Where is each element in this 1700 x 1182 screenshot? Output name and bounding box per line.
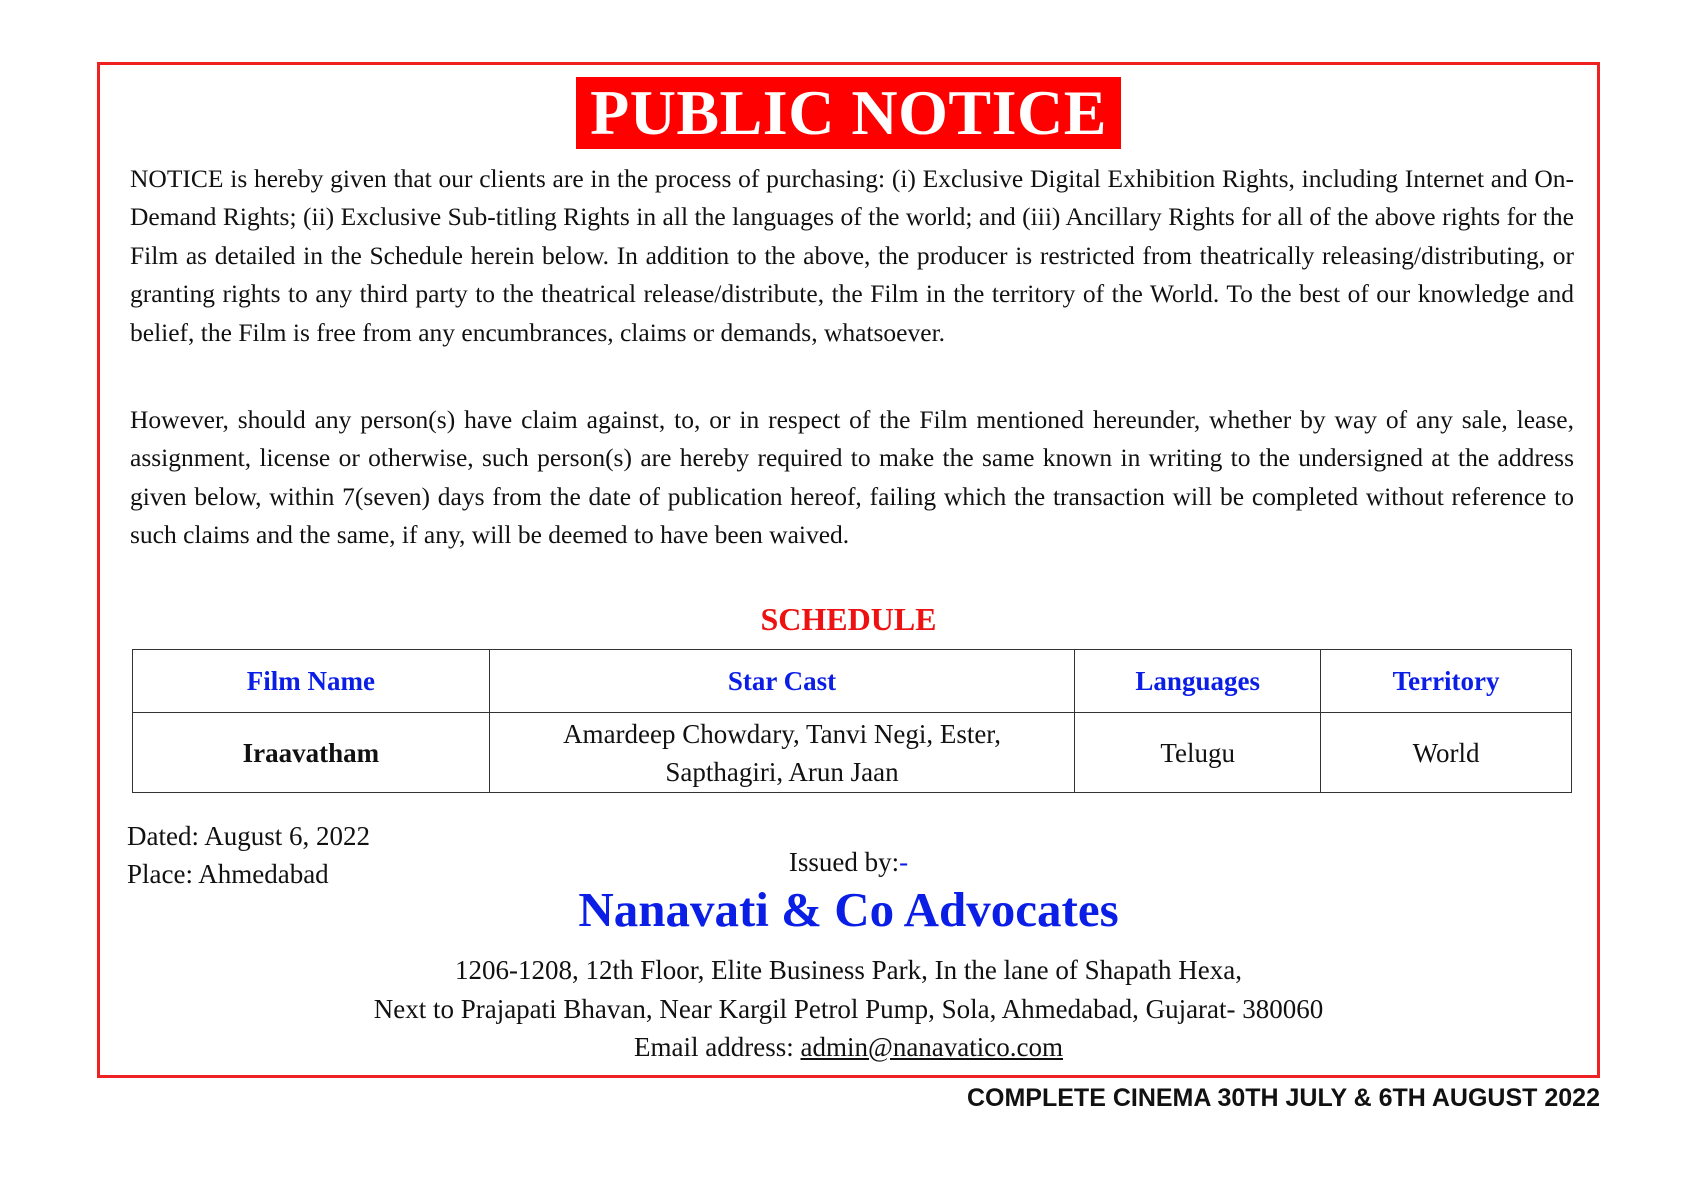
header-film-name: Film Name	[133, 650, 490, 713]
notice-paragraph-1: NOTICE is hereby given that our clients are in the process of purchasing: (i) Exclusive Digital Exhibition Rights, including Internet and On-Demand Rights; (ii) Exclusive Sub-titling Rights in all the languages of the world; and (iii) Ancillary Rights for all of the above rights for the Film as detailed in the Schedule herein below. In addition to the above, the producer is restricted from theatrically releasing/distributing, or granting rights to any third party to the theatrical release/distribute, the Film in the territory of the World. To the best of our knowledge and belief, the Film is free from any encumbrances, claims or demands, whatsoever.	[130, 164, 1574, 347]
star-cast-line-2: Sapthagiri, Arun Jaan	[665, 756, 899, 787]
firm-name: Nanavati & Co Advocates	[578, 882, 1119, 937]
schedule-heading: SCHEDULE	[760, 601, 937, 637]
place-line: Place: Ahmedabad	[127, 859, 329, 889]
issued-by-line	[100, 843, 1597, 881]
header-languages: Languages	[1075, 650, 1321, 713]
cell-film-name: Iraavatham	[133, 713, 490, 793]
header-territory: Territory	[1321, 650, 1572, 713]
issued-by-label: Issued by:	[788, 847, 900, 877]
star-cast-line-1: Amardeep Chowdary, Tanvi Negi, Ester,	[563, 718, 1001, 749]
email-line	[100, 1028, 1597, 1067]
cell-languages: Telugu	[1075, 713, 1321, 793]
address-line-2: Next to Prajapati Bhavan, Near Kargil Petrol Pump, Sola, Ahmedabad, Gujarat- 380060	[373, 993, 1324, 1024]
title-wrap	[100, 77, 1597, 149]
notice-title: PUBLIC NOTICE	[576, 77, 1121, 149]
schedule-header-row	[133, 650, 1572, 713]
address-block	[100, 951, 1597, 1067]
header-star-cast: Star Cast	[489, 650, 1075, 713]
email-link[interactable]: admin@nanavatico.com	[800, 1032, 1063, 1062]
address-line-1: 1206-1208, 12th Floor, Elite Business Park, In the lane of Shapath Hexa,	[454, 955, 1243, 985]
cell-star-cast	[489, 713, 1075, 793]
notice-paragraph-2: However, should any person(s) have claim against, to, or in respect of the Film mentioned hereunder, whether by way of any sale, lease, assignment, license or otherwise, such person(s) are hereby required to make the same known in writing to the undersigned at the address given below, within 7(seven) days from the date of publication hereof, failing which the transaction will be completed without reference to such claims and the same, if any, will be deemed to have been waived.	[130, 405, 1574, 550]
table-row	[133, 713, 1572, 793]
schedule-table	[132, 649, 1572, 793]
issued-by-dash: -	[899, 847, 909, 877]
cell-territory: World	[1321, 713, 1572, 793]
public-notice-frame	[97, 62, 1600, 1078]
email-label: Email address:	[634, 1032, 801, 1062]
dated-line: Dated: August 6, 2022	[127, 821, 370, 851]
publication-footer: COMPLETE CINEMA 30TH JULY & 6TH AUGUST 2022	[966, 1084, 1600, 1112]
